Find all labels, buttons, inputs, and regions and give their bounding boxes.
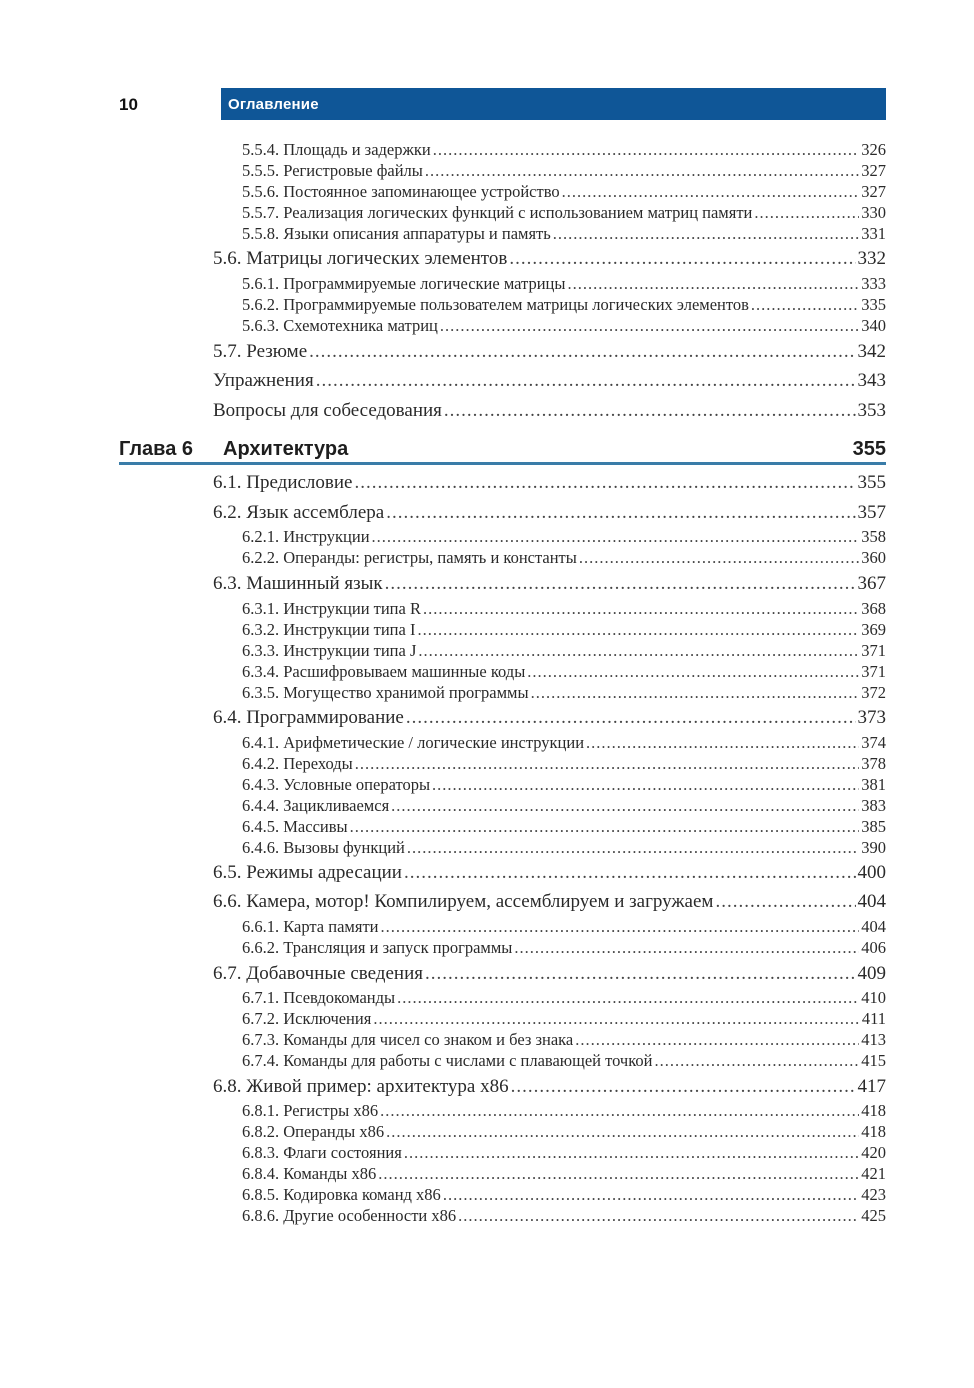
toc-entry-page: 425 — [861, 1206, 886, 1225]
leader-dots — [715, 891, 855, 913]
toc-entry-title: 6.7.1. Псевдокоманды — [242, 988, 396, 1007]
section-title: Оглавление — [228, 96, 319, 113]
leader-dots — [407, 838, 859, 858]
leader-dots — [417, 620, 859, 640]
toc-entry-title: 6.8.6. Другие особенности x86 — [242, 1206, 457, 1225]
toc-entry-page: 373 — [857, 707, 886, 728]
leader-dots — [432, 775, 859, 795]
leader-dots — [511, 1076, 856, 1098]
toc-entry-title: 6.3.1. Инструкции типа R — [242, 599, 421, 618]
toc-entry-title: 6.4.4. Зацикливаемся — [242, 796, 390, 815]
leader-dots — [372, 527, 860, 547]
toc-entry[interactable] — [242, 1206, 886, 1226]
leader-dots — [397, 988, 859, 1008]
toc-entry-title: 6.3.4. Расшифровываем машинные коды — [242, 662, 526, 681]
leader-dots — [443, 1185, 859, 1205]
toc-entry[interactable] — [242, 775, 886, 795]
toc-entry-page: 378 — [861, 754, 886, 773]
toc-entry-title: 6.4.3. Условные операторы — [242, 775, 431, 794]
chapter-divider — [119, 462, 886, 465]
toc-entry-page: 335 — [861, 295, 886, 314]
toc-entry[interactable] — [213, 370, 886, 394]
leader-dots — [309, 341, 855, 363]
toc-entry[interactable] — [242, 733, 886, 753]
toc-entry-title: 6.8.5. Кодировка команд x86 — [242, 1185, 441, 1204]
leader-dots — [418, 641, 859, 661]
leader-dots — [378, 1164, 859, 1184]
leader-dots — [350, 817, 860, 837]
toc-entry[interactable] — [213, 707, 886, 731]
toc-entry-page: 367 — [857, 573, 886, 594]
toc-entry-page: 372 — [861, 683, 886, 702]
toc-entry-page: 368 — [861, 599, 886, 618]
toc-entry-title: 6.3.2. Инструкции типа I — [242, 620, 416, 639]
leader-dots — [444, 400, 856, 422]
leader-dots — [425, 963, 856, 985]
leader-dots — [406, 707, 856, 729]
toc-entry[interactable] — [242, 917, 886, 937]
toc-entry-title: 6.7.2. Исключения — [242, 1009, 372, 1028]
toc-entry-title: 6.3. Машинный язык — [213, 573, 383, 594]
toc-entry-title: 6.7.3. Команды для чисел со знаком и без знака — [242, 1030, 574, 1049]
toc-entry-title: 6.6.1. Карта памяти — [242, 917, 379, 936]
toc-entry-page: 369 — [861, 620, 886, 639]
toc-entry-title: 5.5.7. Реализация логических функций с использованием матриц памяти — [242, 203, 753, 222]
chapter-label: Глава 6 — [119, 438, 194, 460]
leader-dots — [655, 1051, 860, 1071]
toc-entry-page: 327 — [861, 182, 886, 201]
toc-entry[interactable] — [242, 1051, 886, 1071]
leader-dots — [385, 573, 856, 595]
toc-entry-title: 6.2.1. Инструкции — [242, 527, 370, 546]
toc-entry-page: 400 — [857, 862, 886, 883]
toc-entry-page: 326 — [861, 140, 886, 159]
leader-dots — [562, 182, 860, 202]
toc-entry-title: 6.4.5. Массивы — [242, 817, 348, 836]
toc-entry-title: 6.8.3. Флаги состояния — [242, 1143, 402, 1162]
toc-entry-page: 404 — [857, 891, 886, 912]
leader-dots — [354, 472, 855, 494]
toc-entry-page: 409 — [857, 963, 886, 984]
leader-dots — [423, 599, 859, 619]
toc-entry[interactable] — [242, 274, 886, 294]
toc-entry[interactable] — [242, 203, 886, 223]
toc-entry[interactable] — [242, 1030, 886, 1050]
toc-entry-page: 343 — [857, 370, 886, 391]
leader-dots — [404, 862, 856, 884]
toc-entry[interactable] — [242, 683, 886, 703]
toc-entry-title: 6.2. Язык ассемблера — [213, 502, 385, 523]
toc-entry-title: 5.7. Резюме — [213, 341, 308, 362]
leader-dots — [380, 1101, 859, 1121]
toc-entry-page: 411 — [861, 1009, 886, 1028]
leader-dots — [579, 548, 859, 568]
toc-entry-page: 360 — [861, 548, 886, 567]
toc-entry[interactable] — [213, 573, 886, 597]
toc-entry-title: 6.4.2. Переходы — [242, 754, 353, 773]
toc-entry-page: 332 — [857, 248, 886, 269]
toc-entry-title: 6.5. Режимы адресации — [213, 862, 402, 883]
leader-dots — [425, 161, 859, 181]
toc-entry-page: 327 — [861, 161, 886, 180]
leader-dots — [509, 248, 855, 270]
toc-entry[interactable] — [242, 140, 886, 160]
toc-entry-page: 358 — [861, 527, 886, 546]
leader-dots — [380, 917, 859, 937]
toc-entry-page: 383 — [861, 796, 886, 815]
toc-entry-title: 6.4. Программирование — [213, 707, 404, 728]
toc-entry-title: 5.5.6. Постоянное запоминающее устройство — [242, 182, 560, 201]
toc-entry-page: 342 — [857, 341, 886, 362]
toc-entry-title: 6.2.2. Операнды: регистры, память и константы — [242, 548, 577, 567]
leader-dots — [751, 295, 859, 315]
toc-entry[interactable] — [242, 295, 886, 315]
leader-dots — [553, 224, 859, 244]
toc-entry[interactable] — [242, 161, 886, 181]
toc-entry[interactable] — [242, 754, 886, 774]
toc-entry-page: 423 — [861, 1185, 886, 1204]
toc-entry[interactable] — [242, 599, 886, 619]
toc-entry[interactable] — [242, 1143, 886, 1163]
toc-entry-page: 385 — [861, 817, 886, 836]
toc-entry-title: 6.7.4. Команды для работы с числами с плавающей точкой — [242, 1051, 653, 1070]
toc-entry[interactable] — [213, 472, 886, 496]
toc-entry[interactable] — [242, 527, 886, 547]
leader-dots — [386, 1122, 859, 1142]
toc-entry[interactable] — [242, 1101, 886, 1121]
toc-entry[interactable] — [213, 341, 886, 365]
toc-entry-page: 404 — [861, 917, 886, 936]
toc-entry-title: 5.5.4. Площадь и задержки — [242, 140, 431, 159]
toc-entry[interactable] — [242, 1185, 886, 1205]
toc-entry-page: 415 — [861, 1051, 886, 1070]
toc-entry-title: 5.6.3. Схемотехника матриц — [242, 316, 438, 335]
toc-entry-page: 381 — [861, 775, 886, 794]
toc-entry-page: 420 — [861, 1143, 886, 1162]
leader-dots — [575, 1030, 859, 1050]
toc-entry-title: 6.8.1. Регистры x86 — [242, 1101, 379, 1120]
toc-entry[interactable] — [242, 182, 886, 202]
toc-entry[interactable] — [242, 838, 886, 858]
leader-dots — [404, 1143, 859, 1163]
leader-dots — [754, 203, 859, 223]
toc-entry-page: 418 — [861, 1122, 886, 1141]
toc-entry[interactable] — [213, 862, 886, 886]
toc-entry[interactable] — [242, 548, 886, 568]
toc-entry-page: 371 — [861, 662, 886, 681]
leader-dots — [386, 502, 855, 524]
toc-entry-title: 6.3.3. Инструкции типа J — [242, 641, 417, 660]
toc-entry-title: 6.7. Добавочные сведения — [213, 963, 423, 984]
toc-entry-title: 5.6. Матрицы логических элементов — [213, 248, 508, 269]
toc-entry[interactable] — [213, 963, 886, 987]
toc-entry-title: Упражнения — [213, 370, 314, 391]
toc-entry-page: 353 — [857, 400, 886, 421]
toc-entry-page: 406 — [861, 938, 886, 957]
toc-entry[interactable] — [242, 662, 886, 682]
toc-entry-title: 6.8.2. Операнды x86 — [242, 1122, 385, 1141]
chapter-page: 355 — [852, 438, 886, 460]
toc-entry-title: 6.4.1. Арифметические / логические инструкции — [242, 733, 585, 752]
toc-entry[interactable] — [213, 502, 886, 526]
toc-entry-title: 6.8. Живой пример: архитектура x86 — [213, 1076, 509, 1097]
leader-dots — [433, 140, 860, 160]
toc-entry-page: 418 — [861, 1101, 886, 1120]
toc-entry-title: 5.6.1. Программируемые логические матрицы — [242, 274, 566, 293]
toc-entry-page: 333 — [861, 274, 886, 293]
toc-entry[interactable] — [242, 1164, 886, 1184]
toc-entry-page: 421 — [861, 1164, 886, 1183]
toc-entry[interactable] — [213, 248, 886, 272]
toc-entry-page: 355 — [857, 472, 886, 493]
leader-dots — [531, 683, 860, 703]
toc-entry[interactable] — [242, 620, 886, 640]
toc-entry-page: 413 — [861, 1030, 886, 1049]
leader-dots — [355, 754, 860, 774]
toc-entry[interactable] — [242, 817, 886, 837]
toc-entry-page: 417 — [857, 1076, 886, 1097]
leader-dots — [458, 1206, 859, 1226]
leader-dots — [391, 796, 859, 816]
toc-entry[interactable] — [242, 1009, 886, 1029]
toc-entry-page: 390 — [861, 838, 886, 857]
toc-entry-page: 357 — [857, 502, 886, 523]
toc-entry-page: 340 — [861, 316, 886, 335]
toc-entry-title: Вопросы для собеседования — [213, 400, 442, 421]
toc-entry[interactable] — [242, 641, 886, 661]
page-number: 10 — [119, 95, 138, 114]
toc-entry[interactable] — [213, 891, 886, 915]
toc-entry-title: 5.5.8. Языки описания аппаратуры и память — [242, 224, 551, 243]
toc-entry-title: 5.5.5. Регистровые файлы — [242, 161, 423, 180]
chapter-title: Архитектура — [223, 438, 349, 460]
leader-dots — [586, 733, 859, 753]
leader-dots — [567, 274, 859, 294]
toc-entry-title: 6.4.6. Вызовы функций — [242, 838, 405, 857]
toc-entry-page: 374 — [861, 733, 886, 752]
section-header-bar — [221, 88, 886, 120]
leader-dots — [440, 316, 859, 336]
toc-entry-page: 410 — [861, 988, 886, 1007]
toc-entry[interactable] — [242, 224, 886, 244]
leader-dots — [514, 938, 859, 958]
toc-entry-title: 6.6. Камера, мотор! Компилируем, ассемблируем и загружаем — [213, 891, 714, 912]
toc-entry-title: 6.8.4. Команды x86 — [242, 1164, 377, 1183]
toc-entry-page: 331 — [861, 224, 886, 243]
leader-dots — [316, 370, 856, 392]
toc-entry-title: 6.3.5. Могущество хранимой программы — [242, 683, 529, 702]
toc-entry-page: 371 — [861, 641, 886, 660]
leader-dots — [373, 1009, 860, 1029]
toc-entry-title: 6.6.2. Трансляция и запуск программы — [242, 938, 513, 957]
toc-entry[interactable] — [242, 938, 886, 958]
toc-entry[interactable] — [213, 400, 886, 424]
toc-entry[interactable] — [242, 796, 886, 816]
toc-entry[interactable] — [242, 988, 886, 1008]
toc-entry-title: 6.1. Предисловие — [213, 472, 353, 493]
toc-entry[interactable] — [242, 1122, 886, 1142]
toc-entry[interactable] — [242, 316, 886, 336]
toc-entry-title: 5.6.2. Программируемые пользователем матрицы логических элементов — [242, 295, 749, 314]
toc-entry-page: 330 — [861, 203, 886, 222]
toc-entry[interactable] — [213, 1076, 886, 1100]
leader-dots — [527, 662, 859, 682]
